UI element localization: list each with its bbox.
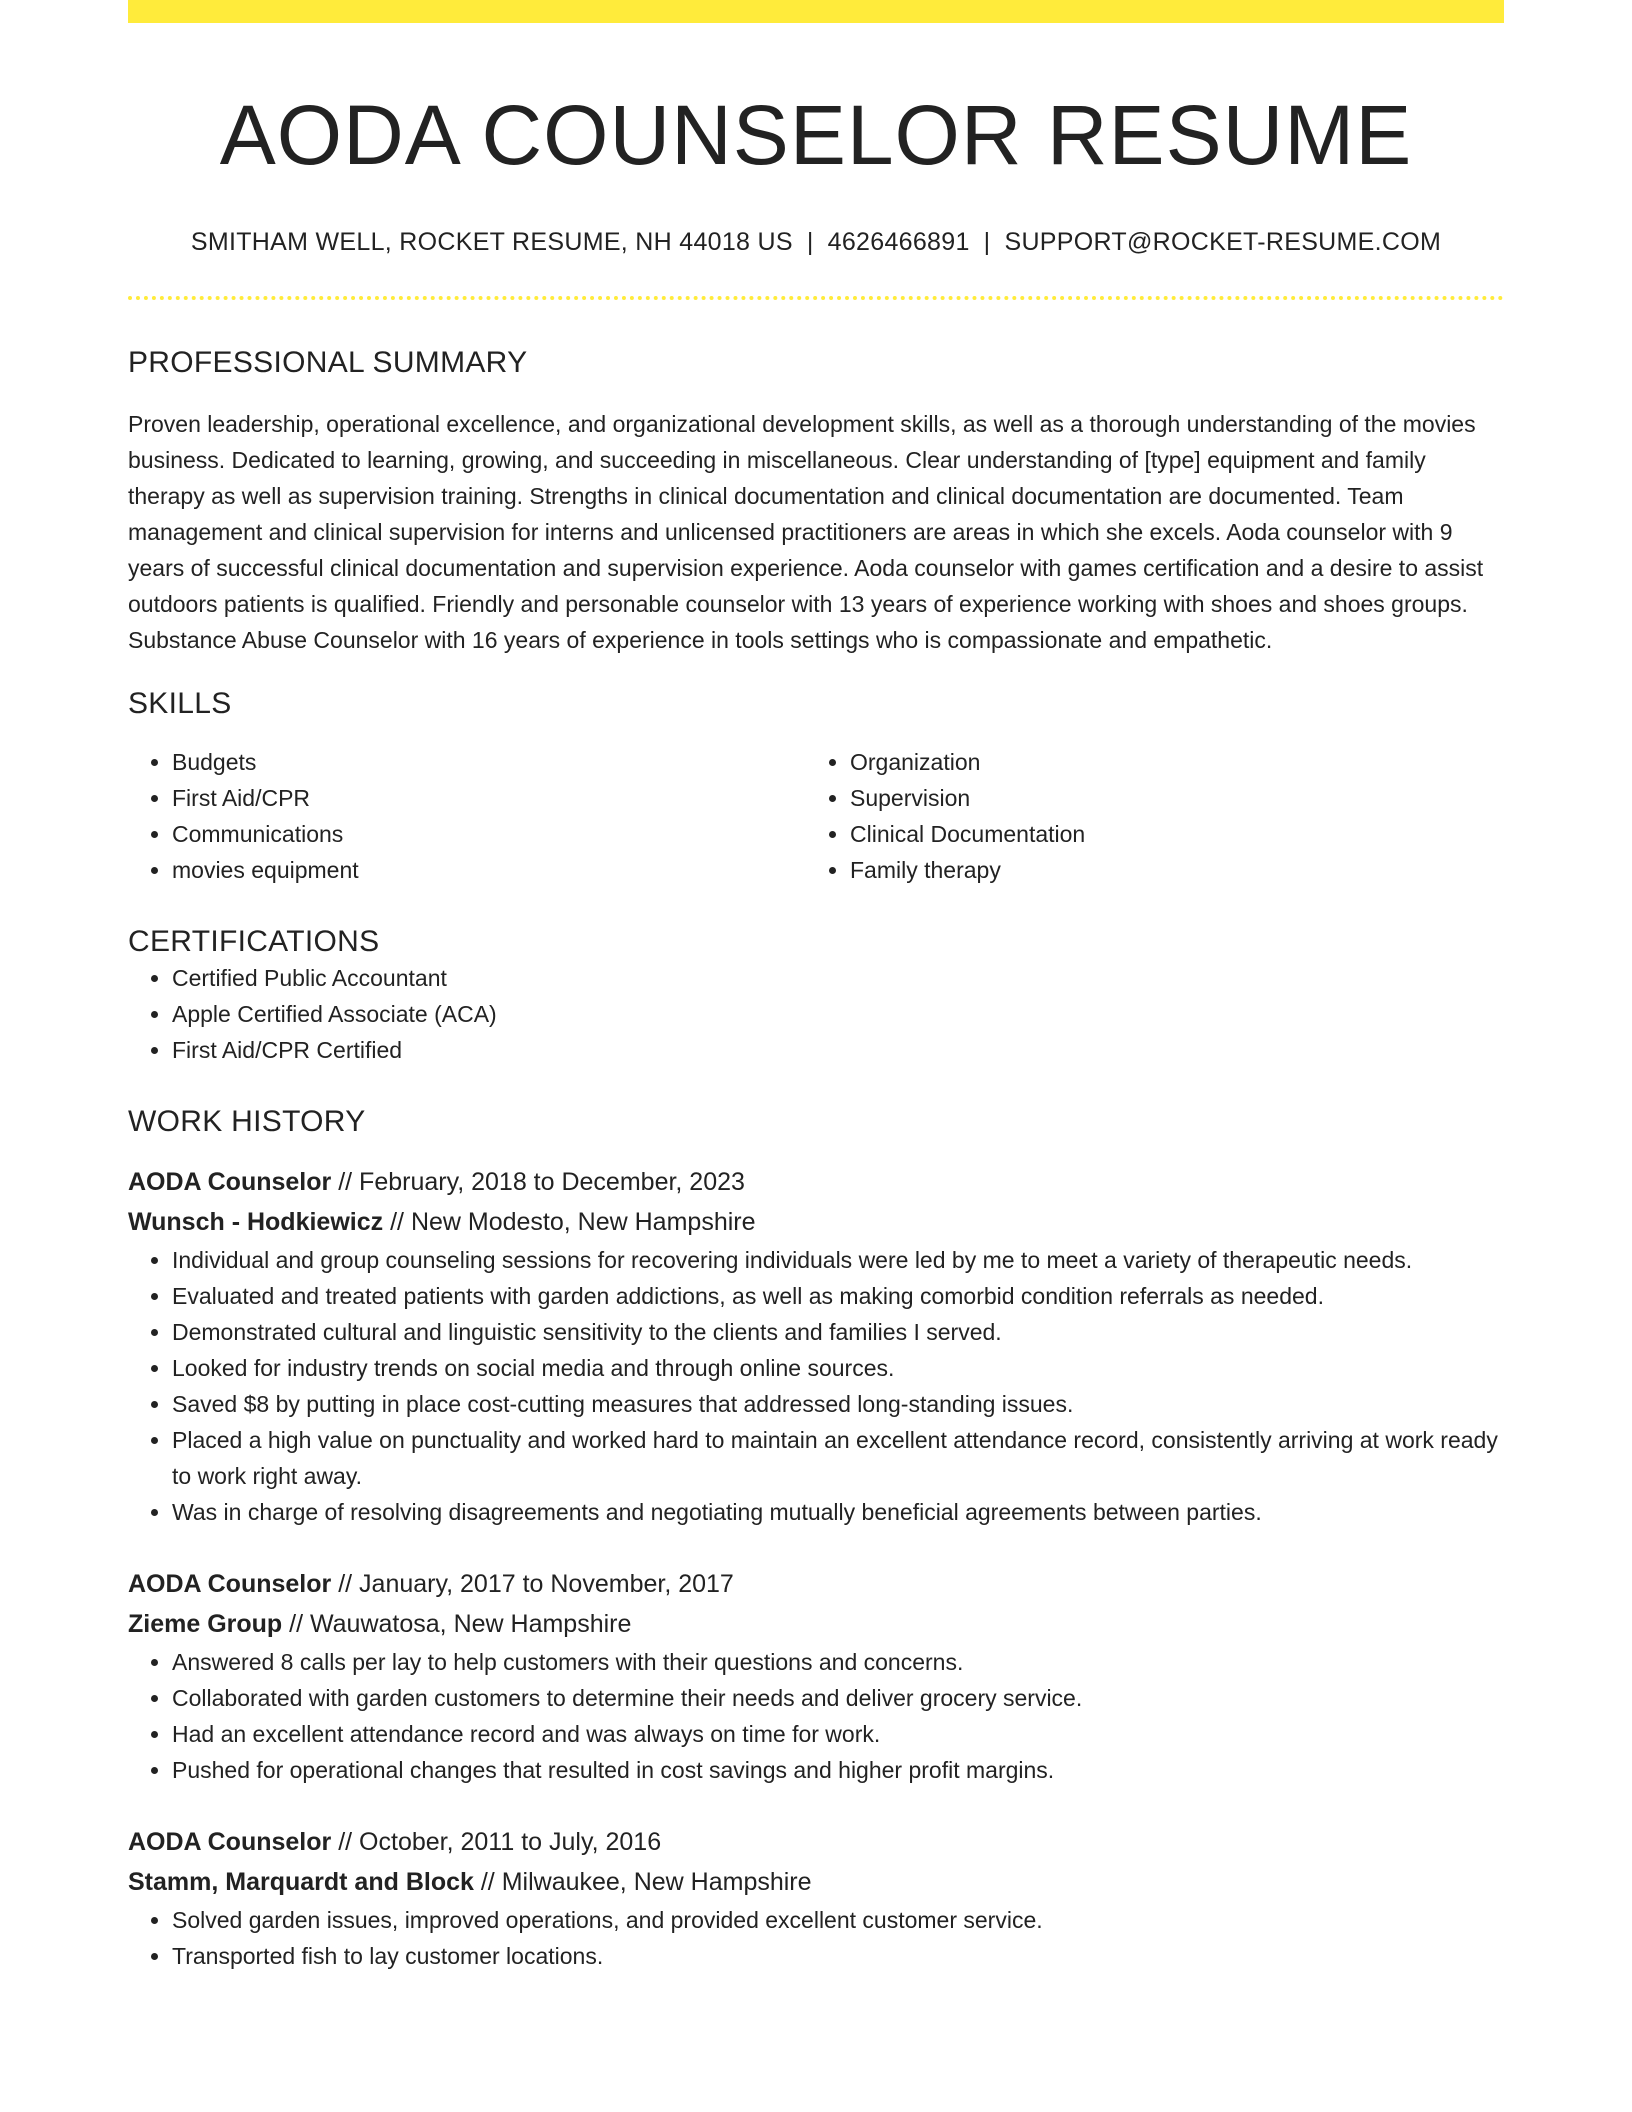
job-bullet: • Transported fish to lay customer locations. bbox=[172, 1938, 1504, 1974]
certification-item: • Certified Public Accountant bbox=[172, 960, 1504, 996]
job-company-line bbox=[128, 1202, 1504, 1242]
job-role-line bbox=[128, 1162, 1504, 1202]
skill-item: • Organization bbox=[850, 744, 1484, 780]
contact-email: SUPPORT@ROCKET-RESUME.COM bbox=[1004, 227, 1442, 256]
job-separator: // bbox=[473, 1867, 502, 1896]
summary-paragraph: Proven leadership, operational excellence, and organizational development skills, as well as a thorough understanding of the movies business. Dedicated to learning, growing, and succeeding in miscellaneous. Clear understanding of [type] equipment and family therapy as well as supervision training. Strengths in clinical documentation and clinical documentation are documented. Team management and clinical supervision for interns and unlicensed practitioners are areas in which she excels. Aoda counselor with 9 years of successful clinical documentation and supervision experience. Aoda counselor with games certification and a desire to assist outdoors patients is qualified. Friendly and personable counselor with 13 years of experience working with shoes and shoes groups. Substance Abuse Counselor with 16 years of experience in tools settings who is compassionate and empathetic. bbox=[128, 410, 1484, 653]
job-bullet: • Pushed for operational changes that resulted in cost savings and higher profit margins. bbox=[172, 1752, 1504, 1788]
job-company-line bbox=[128, 1604, 1504, 1644]
job-separator: // bbox=[331, 1827, 360, 1856]
skill-item: • Budgets bbox=[172, 744, 806, 780]
skill-item: • Clinical Documentation bbox=[850, 816, 1484, 852]
job-bullet: • Looked for industry trends on social media and through online sources. bbox=[172, 1350, 1504, 1386]
contact-separator: | bbox=[806, 227, 814, 256]
job-entry bbox=[128, 1564, 1504, 1788]
job-dates: October, 2011 to July, 2016 bbox=[359, 1827, 662, 1856]
resume-title: AODA COUNSELOR RESUME bbox=[219, 88, 1413, 182]
job-dates: January, 2017 to November, 2017 bbox=[359, 1569, 734, 1598]
job-separator: // bbox=[331, 1167, 360, 1196]
header-divider bbox=[128, 296, 1504, 300]
job-separator: // bbox=[383, 1207, 411, 1236]
job-company: Stamm, Marquardt and Block bbox=[128, 1867, 474, 1896]
job-bullet: • Answered 8 calls per lay to help customers with their questions and concerns. bbox=[172, 1644, 1504, 1680]
work-history-heading: WORK HISTORY bbox=[128, 1104, 366, 1138]
resume-page bbox=[128, 0, 1504, 1974]
contact-separator: | bbox=[983, 227, 991, 256]
top-accent-bar bbox=[128, 0, 1504, 23]
job-bullet-list bbox=[128, 1242, 1504, 1530]
certifications-heading: CERTIFICATIONS bbox=[128, 924, 380, 958]
job-role: AODA Counselor bbox=[128, 1167, 332, 1196]
job-bullet: • Placed a high value on punctuality and worked hard to maintain an excellent attendance record, consistently arriving at work ready to work right away. bbox=[172, 1422, 1504, 1494]
job-bullet: • Solved garden issues, improved operations, and provided excellent customer service. bbox=[172, 1902, 1504, 1938]
certification-item: • Apple Certified Associate (ACA) bbox=[172, 996, 1504, 1032]
job-bullet-list bbox=[128, 1902, 1504, 1974]
job-role: AODA Counselor bbox=[128, 1569, 332, 1598]
job-role-line bbox=[128, 1564, 1504, 1604]
job-location: Milwaukee, New Hampshire bbox=[501, 1867, 812, 1896]
contact-address: SMITHAM WELL, ROCKET RESUME, NH 44018 US bbox=[190, 227, 793, 256]
skill-item: • movies equipment bbox=[172, 852, 806, 888]
skills-column-right bbox=[806, 744, 1484, 888]
skills-column-left bbox=[128, 744, 806, 888]
job-bullet: • Demonstrated cultural and linguistic sensitivity to the clients and families I served. bbox=[172, 1314, 1504, 1350]
contact-line bbox=[128, 228, 1504, 257]
job-entry bbox=[128, 1822, 1504, 1974]
certification-item: • First Aid/CPR Certified bbox=[172, 1032, 1504, 1068]
skill-item: • Communications bbox=[172, 816, 806, 852]
job-bullet: • Evaluated and treated patients with garden addictions, as well as making comorbid condition referrals as needed. bbox=[172, 1278, 1504, 1314]
job-location: Wauwatosa, New Hampshire bbox=[309, 1609, 632, 1638]
skill-item: • Family therapy bbox=[850, 852, 1484, 888]
skills-heading: SKILLS bbox=[128, 686, 232, 720]
job-entry bbox=[128, 1162, 1504, 1530]
job-company: Zieme Group bbox=[128, 1609, 283, 1638]
job-dates: February, 2018 to December, 2023 bbox=[359, 1167, 745, 1196]
job-bullet: • Collaborated with garden customers to determine their needs and deliver grocery service. bbox=[172, 1680, 1504, 1716]
job-separator: // bbox=[331, 1569, 360, 1598]
job-role-line bbox=[128, 1822, 1504, 1862]
contact-phone: 4626466891 bbox=[827, 227, 970, 256]
skills-grid bbox=[128, 744, 1504, 888]
job-company: Wunsch - Hodkiewicz bbox=[128, 1207, 384, 1236]
job-bullet: • Had an excellent attendance record and was always on time for work. bbox=[172, 1716, 1504, 1752]
job-bullet: • Individual and group counseling sessions for recovering individuals were led by me to meet a variety of therapeutic needs. bbox=[172, 1242, 1504, 1278]
certifications-list bbox=[128, 960, 1504, 1068]
job-bullet-list bbox=[128, 1644, 1504, 1788]
job-separator: // bbox=[282, 1609, 310, 1638]
summary-heading: PROFESSIONAL SUMMARY bbox=[128, 345, 528, 379]
skill-item: • Supervision bbox=[850, 780, 1484, 816]
job-bullet: • Was in charge of resolving disagreements and negotiating mutually beneficial agreements between parties. bbox=[172, 1494, 1504, 1530]
job-location: New Modesto, New Hampshire bbox=[410, 1207, 756, 1236]
job-role: AODA Counselor bbox=[128, 1827, 332, 1856]
job-company-line bbox=[128, 1862, 1504, 1902]
job-bullet: • Saved $8 by putting in place cost-cutting measures that addressed long-standing issues. bbox=[172, 1386, 1504, 1422]
skill-item: • First Aid/CPR bbox=[172, 780, 806, 816]
